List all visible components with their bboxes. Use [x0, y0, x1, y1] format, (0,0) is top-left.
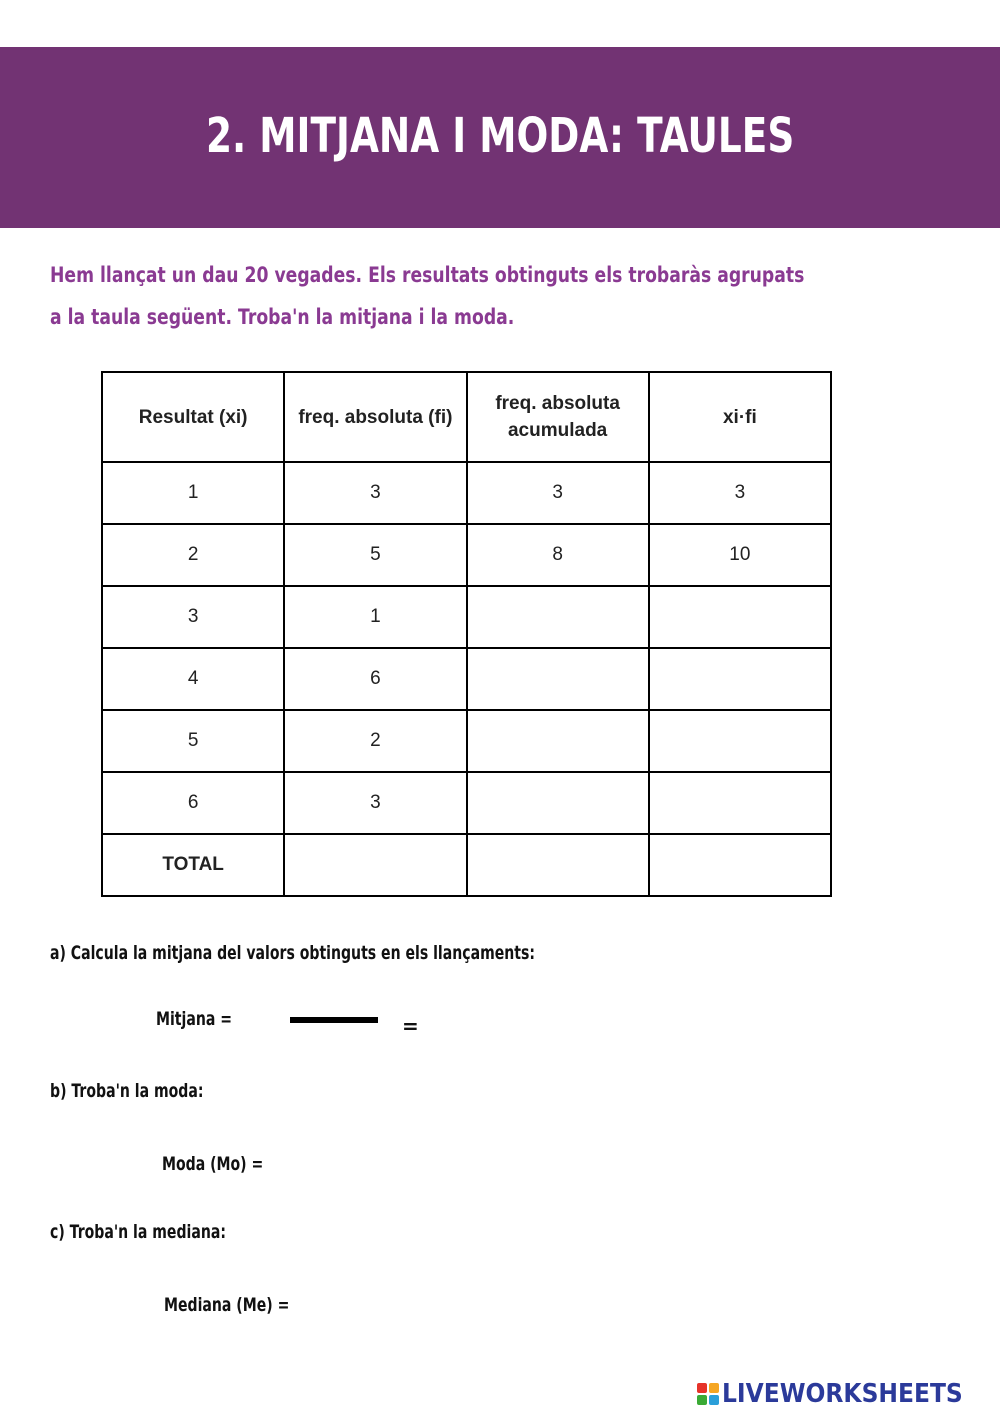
cell-cumulative-blank[interactable] [467, 586, 649, 648]
table-row [102, 586, 831, 648]
mitjana-equals: = [402, 1014, 419, 1038]
cell-xi: 1 [102, 462, 284, 524]
cell-xi-fi-blank[interactable] [649, 772, 831, 834]
total-label: TOTAL [102, 834, 284, 896]
cell-cumulative-blank[interactable] [467, 648, 649, 710]
intro-line-1: Hem llançat un dau 20 vegades. Els resultats obtinguts els trobaràs agrupats [50, 263, 805, 287]
mitjana-label: Mitjana = [156, 1008, 233, 1030]
question-b: b) Troba'n la moda: [50, 1080, 204, 1102]
cell-fi: 3 [284, 462, 466, 524]
table-row [102, 524, 831, 586]
logo-grid-icon [697, 1383, 719, 1405]
header-xi-fi: xi·fi [649, 372, 831, 462]
header-resultat: Resultat (xi) [102, 372, 284, 462]
intro-line-2: a la taula següent. Troba'n la mitjana i la moda. [50, 305, 515, 329]
intro-text [50, 254, 805, 338]
total-cumulative-blank[interactable] [467, 834, 649, 896]
table-total-row [102, 834, 831, 896]
cell-fi: 1 [284, 586, 466, 648]
cell-fi: 5 [284, 524, 466, 586]
header-freq-acumulada: freq. absoluta acumulada [467, 372, 649, 462]
cell-xi-fi-blank[interactable] [649, 710, 831, 772]
total-fi-blank[interactable] [284, 834, 466, 896]
cell-xi-fi-blank[interactable] [649, 586, 831, 648]
frequency-table [101, 371, 832, 897]
fraction-bar [290, 1017, 378, 1023]
cell-cumulative-blank[interactable] [467, 710, 649, 772]
mediana-label: Mediana (Me) = [164, 1294, 290, 1316]
cell-fi: 6 [284, 648, 466, 710]
table-row [102, 462, 831, 524]
cell-cumulative: 8 [467, 524, 649, 586]
liveworksheets-logo [697, 1379, 990, 1409]
cell-cumulative-blank[interactable] [467, 772, 649, 834]
header-banner [0, 47, 1000, 228]
table-header-row [102, 372, 831, 462]
header-freq-absoluta: freq. absoluta (fi) [284, 372, 466, 462]
question-a: a) Calcula la mitjana del valors obtinguts en els llançaments: [50, 942, 535, 964]
cell-fi: 2 [284, 710, 466, 772]
cell-xi-fi-blank[interactable] [649, 648, 831, 710]
table-row [102, 648, 831, 710]
table-row [102, 772, 831, 834]
cell-xi: 5 [102, 710, 284, 772]
cell-xi: 2 [102, 524, 284, 586]
cell-cumulative: 3 [467, 462, 649, 524]
total-xi-fi-blank[interactable] [649, 834, 831, 896]
cell-xi: 6 [102, 772, 284, 834]
question-c: c) Troba'n la mediana: [50, 1221, 226, 1243]
moda-label: Moda (Mo) = [162, 1153, 264, 1175]
cell-fi: 3 [284, 772, 466, 834]
logo-text: LIVEWORKSHEETS [722, 1379, 963, 1409]
table-row [102, 710, 831, 772]
page-title: 2. MITJANA I MODA: TAULES [205, 107, 795, 164]
cell-xi-fi: 10 [649, 524, 831, 586]
cell-xi-fi: 3 [649, 462, 831, 524]
cell-xi: 4 [102, 648, 284, 710]
cell-xi: 3 [102, 586, 284, 648]
